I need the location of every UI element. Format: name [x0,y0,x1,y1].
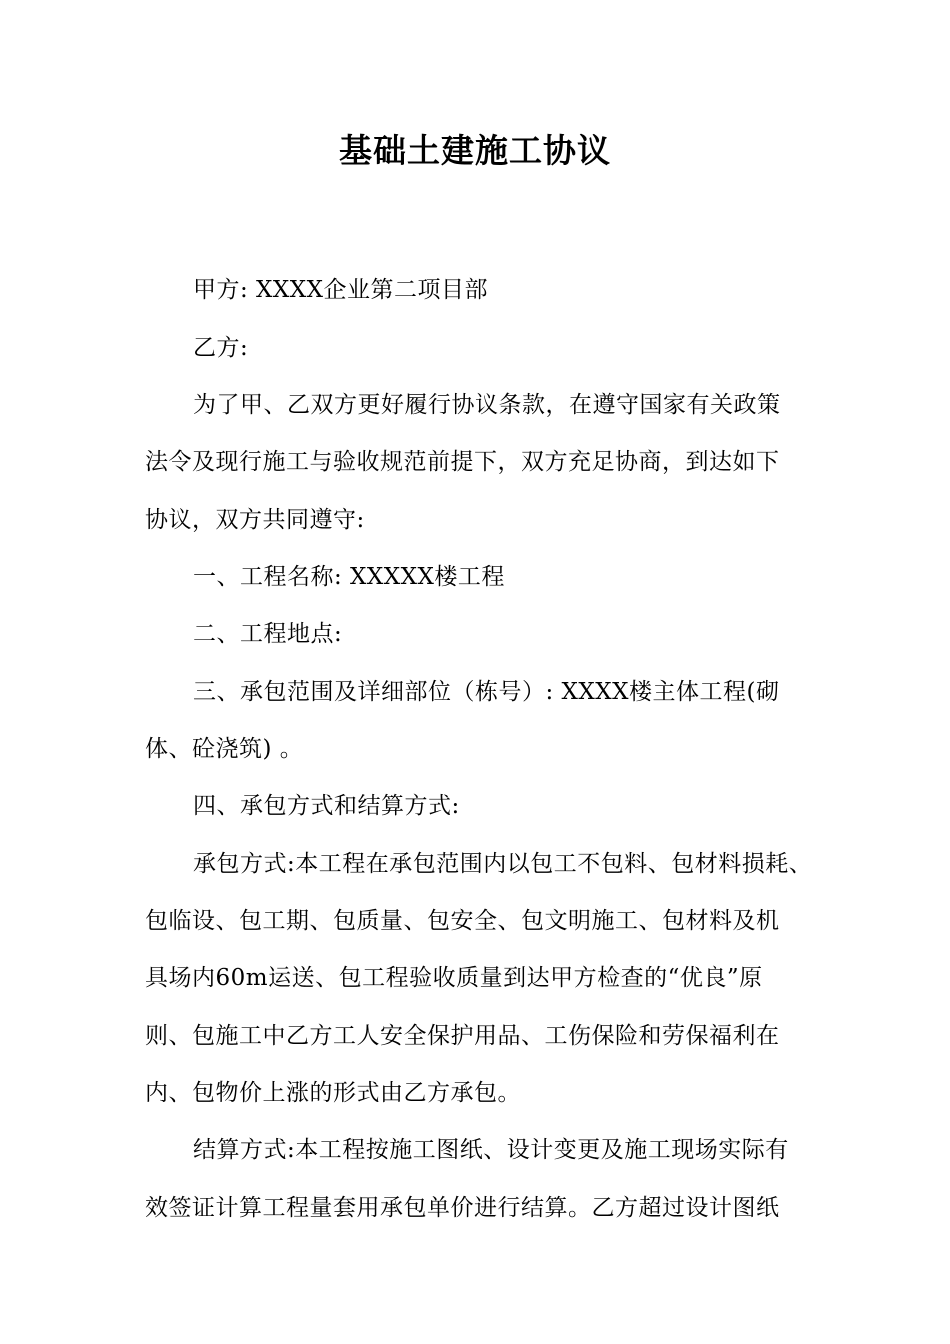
contract-method-line-3: 具场内60m运送、包工程验收质量到达甲方检查的“优良”原 [145,965,763,991]
section-four-heading: 四、承包方式和结算方式: [193,793,460,819]
contract-method-line-1: 承包方式:本工程在承包范围内以包工不包料、包材料损耗、 [193,851,813,877]
contract-scope-line-1: 三、承包范围及详细部位（栋号）: XXXX楼主体工程(砌 [193,679,780,705]
contract-method-line-4: 则、包施工中乙方工人安全保护用品、工伤保险和劳保福利在 [145,1023,780,1049]
settlement-method-line-2: 效签证计算工程量套用承包单价进行结算。乙方超过设计图纸 [145,1195,780,1221]
preamble-line-3: 协议，双方共同遵守: [145,507,365,533]
project-name-line: 一、工程名称: XXXXX楼工程 [193,564,505,590]
contract-scope-line-2: 体、砼浇筑) 。 [145,736,304,762]
party-a-line: 甲方: XXXX企业第二项目部 [193,277,489,303]
contract-method-line-2: 包临设、包工期、包质量、包安全、包文明施工、包材料及机 [145,908,780,934]
party-b-line: 乙方: [193,335,249,361]
settlement-method-line-1: 结算方式:本工程按施工图纸、设计变更及施工现场实际有 [193,1137,789,1163]
project-location-line: 二、工程地点: [193,621,343,647]
preamble-line-2: 法令及现行施工与验收规范前提下，双方充足协商，到达如下 [145,449,780,475]
document-title: 基础土建施工协议 [339,131,611,170]
preamble-line-1: 为了甲、乙双方更好履行协议条款，在遵守国家有关政策 [193,392,781,418]
contract-method-line-5: 内、包物价上涨的形式由乙方承包。 [145,1080,521,1106]
